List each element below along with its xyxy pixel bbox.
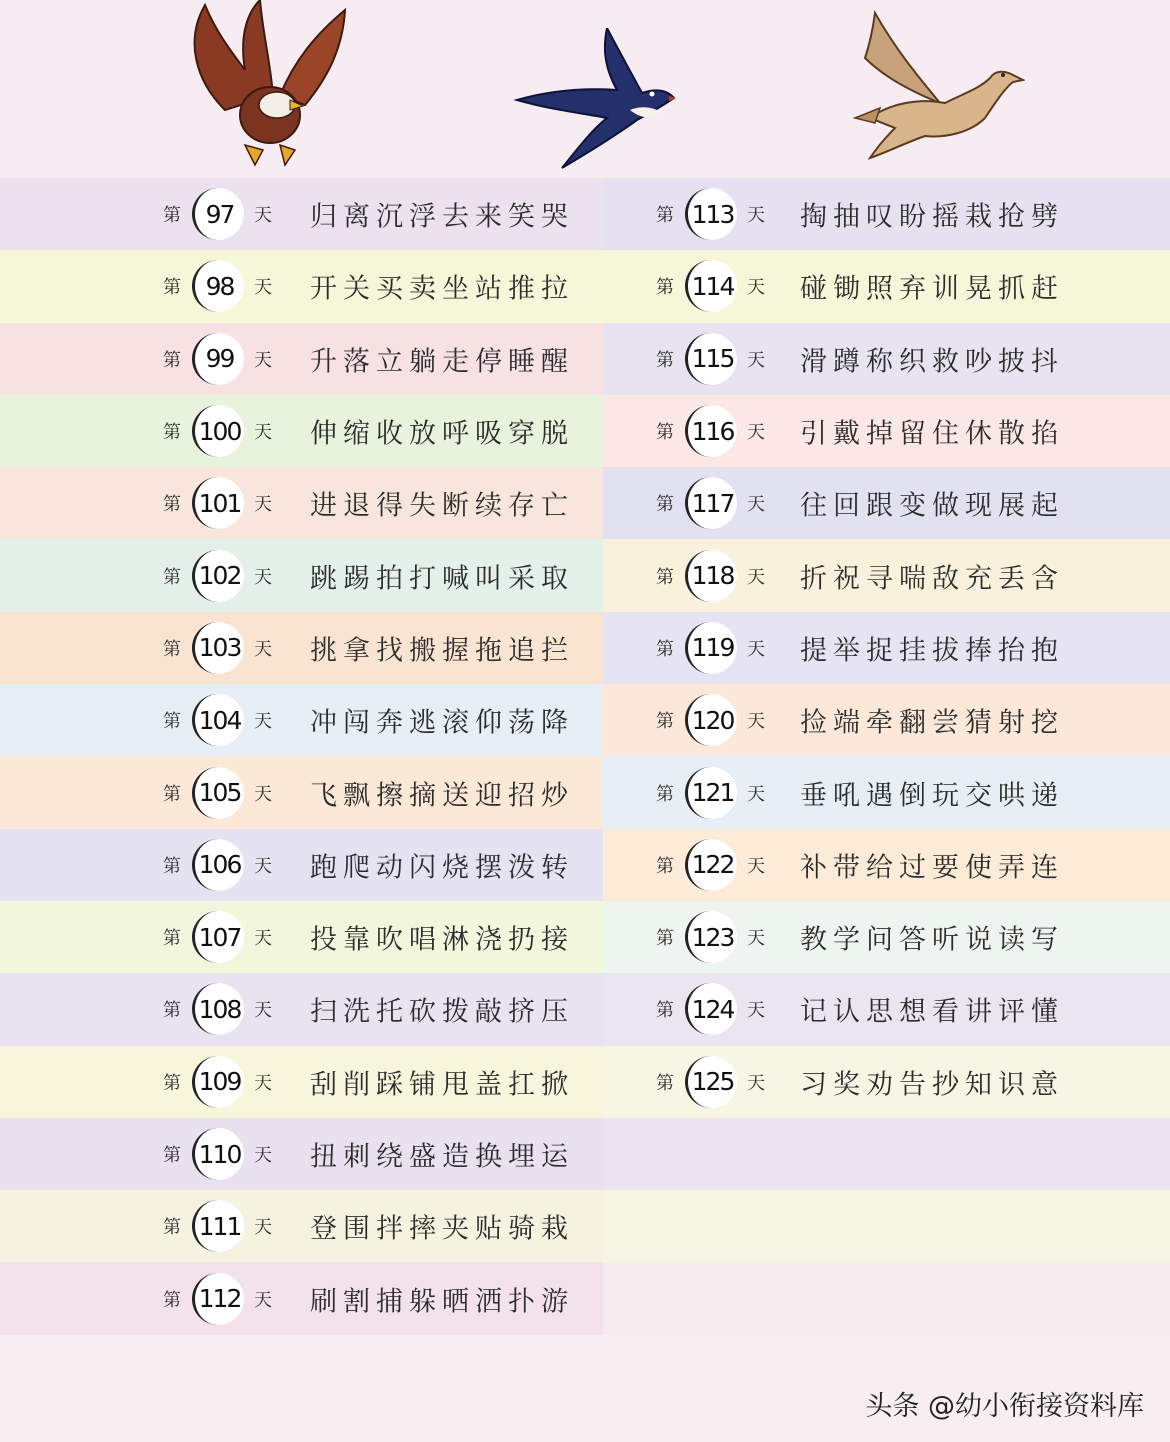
day-characters: 习奖劝告抄知识意 xyxy=(800,1069,1064,1101)
day-prefix-label: 第 xyxy=(656,494,674,516)
day-prefix-label: 第 xyxy=(656,711,674,733)
day-row xyxy=(0,323,603,395)
day-characters: 投靠吹唱淋浇扔接 xyxy=(310,924,574,956)
day-row xyxy=(0,684,603,756)
day-prefix-label: 第 xyxy=(656,855,674,877)
day-characters: 捡端牵翻尝猜射挖 xyxy=(800,707,1064,739)
day-prefix-label: 第 xyxy=(163,638,181,660)
day-number-badge: 99 xyxy=(192,333,244,385)
day-suffix-label: 天 xyxy=(254,349,272,371)
day-characters: 扫洗托砍拨敲挤压 xyxy=(310,996,574,1028)
day-number-badge: 108 xyxy=(192,983,244,1035)
day-prefix-label: 第 xyxy=(163,855,181,877)
day-prefix-label: 第 xyxy=(163,1289,181,1311)
day-suffix-label: 天 xyxy=(254,1000,272,1022)
day-number-badge: 100 xyxy=(192,405,244,457)
day-characters: 刷割捕躲晒洒扑游 xyxy=(310,1286,574,1318)
day-characters: 跳踢拍打喊叫采取 xyxy=(310,563,574,595)
day-suffix-label: 天 xyxy=(254,494,272,516)
day-suffix-label: 天 xyxy=(254,855,272,877)
day-characters: 刮削踩铺甩盖扛掀 xyxy=(310,1069,574,1101)
day-characters: 开关买卖坐站推拉 xyxy=(310,273,574,305)
day-row xyxy=(0,1190,603,1262)
day-suffix-label: 天 xyxy=(747,422,765,444)
day-suffix-label: 天 xyxy=(747,349,765,371)
day-suffix-label: 天 xyxy=(254,1217,272,1239)
day-characters: 提举捉挂拔捧抬抱 xyxy=(800,635,1064,667)
day-characters: 掏抽叹盼摇栽抢劈 xyxy=(800,201,1064,233)
day-characters: 折祝寻喘敌充丢含 xyxy=(800,563,1064,595)
day-number-badge: 121 xyxy=(685,767,737,819)
day-prefix-label: 第 xyxy=(656,1072,674,1094)
day-row xyxy=(0,901,603,973)
day-row xyxy=(0,1046,603,1118)
day-suffix-label: 天 xyxy=(254,638,272,660)
day-prefix-label: 第 xyxy=(656,422,674,444)
day-row xyxy=(603,973,1170,1045)
day-row xyxy=(0,395,603,467)
day-number-badge: 104 xyxy=(192,694,244,746)
day-suffix-label: 天 xyxy=(747,928,765,950)
day-number-badge: 116 xyxy=(685,405,737,457)
day-prefix-label: 第 xyxy=(163,783,181,805)
day-prefix-label: 第 xyxy=(163,928,181,950)
day-row xyxy=(603,612,1170,684)
day-number-badge: 120 xyxy=(685,694,737,746)
day-row xyxy=(603,1046,1170,1118)
day-suffix-label: 天 xyxy=(747,783,765,805)
day-characters: 伸缩收放呼吸穿脱 xyxy=(310,418,574,450)
day-number-badge: 97 xyxy=(192,188,244,240)
day-suffix-label: 天 xyxy=(747,277,765,299)
day-number-badge: 110 xyxy=(192,1128,244,1180)
day-characters: 登围拌摔夹贴骑栽 xyxy=(310,1213,574,1245)
day-suffix-label: 天 xyxy=(747,711,765,733)
day-characters: 跑爬动闪烧摆泼转 xyxy=(310,852,574,884)
eagle-illustration xyxy=(185,0,350,175)
day-number-badge: 123 xyxy=(685,911,737,963)
day-prefix-label: 第 xyxy=(163,1145,181,1166)
day-prefix-label: 第 xyxy=(656,783,674,805)
day-row xyxy=(603,684,1170,756)
day-row xyxy=(0,829,603,901)
day-row xyxy=(0,1262,603,1334)
day-characters: 扭刺绕盛造换埋运 xyxy=(310,1141,574,1173)
day-characters: 进退得失断续存亡 xyxy=(310,490,574,522)
day-row xyxy=(603,901,1170,973)
day-prefix-label: 第 xyxy=(163,711,181,733)
day-number-badge: 109 xyxy=(192,1056,244,1108)
day-number-badge: 114 xyxy=(685,260,737,312)
day-suffix-label: 天 xyxy=(254,1072,272,1094)
day-prefix-label: 第 xyxy=(163,494,181,516)
day-row xyxy=(603,1190,1170,1262)
day-characters: 碰锄照弃训晃抓赶 xyxy=(800,273,1064,305)
day-characters: 往回跟变做现展起 xyxy=(800,490,1064,522)
day-prefix-label: 第 xyxy=(163,1072,181,1094)
day-number-badge: 103 xyxy=(192,622,244,674)
day-row xyxy=(0,178,603,250)
day-row xyxy=(0,612,603,684)
day-number-badge: 98 xyxy=(192,260,244,312)
day-prefix-label: 第 xyxy=(656,638,674,660)
day-prefix-label: 第 xyxy=(163,1217,181,1239)
day-row xyxy=(603,829,1170,901)
day-prefix-label: 第 xyxy=(656,205,674,227)
day-characters: 补带给过要使弄连 xyxy=(800,852,1064,884)
day-suffix-label: 天 xyxy=(254,1145,272,1166)
day-number-badge: 102 xyxy=(192,550,244,602)
day-suffix-label: 天 xyxy=(254,783,272,805)
day-suffix-label: 天 xyxy=(747,566,765,588)
day-prefix-label: 第 xyxy=(656,1000,674,1022)
day-characters: 教学问答听说读写 xyxy=(800,924,1064,956)
day-suffix-label: 天 xyxy=(254,711,272,733)
day-number-badge: 124 xyxy=(685,983,737,1035)
day-suffix-label: 天 xyxy=(747,1000,765,1022)
day-characters: 记认思想看讲评懂 xyxy=(800,996,1064,1028)
day-row xyxy=(603,1118,1170,1190)
day-suffix-label: 天 xyxy=(254,928,272,950)
day-row xyxy=(603,539,1170,611)
day-characters: 引戴掉留住休散掐 xyxy=(800,418,1064,450)
day-number-badge: 115 xyxy=(685,333,737,385)
day-characters: 归离沉浮去来笑哭 xyxy=(310,201,574,233)
day-suffix-label: 天 xyxy=(254,277,272,299)
day-suffix-label: 天 xyxy=(747,494,765,516)
day-suffix-label: 天 xyxy=(254,422,272,444)
day-characters: 升落立躺走停睡醒 xyxy=(310,346,574,378)
day-suffix-label: 天 xyxy=(747,638,765,660)
day-characters: 垂吼遇倒玩交哄递 xyxy=(800,780,1064,812)
day-row xyxy=(0,756,603,828)
day-prefix-label: 第 xyxy=(163,422,181,444)
day-row xyxy=(0,1118,603,1190)
day-number-badge: 101 xyxy=(192,477,244,529)
day-row xyxy=(603,178,1170,250)
right-day-list xyxy=(603,178,1170,1335)
day-number-badge: 112 xyxy=(192,1273,244,1325)
day-row xyxy=(603,756,1170,828)
day-characters: 滑蹲称织救吵披抖 xyxy=(800,346,1064,378)
day-prefix-label: 第 xyxy=(656,277,674,299)
day-number-badge: 125 xyxy=(685,1056,737,1108)
day-suffix-label: 天 xyxy=(254,1289,272,1311)
day-characters: 冲闯奔逃滚仰荡降 xyxy=(310,707,574,739)
day-prefix-label: 第 xyxy=(163,349,181,371)
left-day-list xyxy=(0,178,603,1335)
day-suffix-label: 天 xyxy=(747,855,765,877)
day-number-badge: 117 xyxy=(685,477,737,529)
day-row xyxy=(603,467,1170,539)
day-prefix-label: 第 xyxy=(163,1000,181,1022)
day-row xyxy=(603,395,1170,467)
day-row xyxy=(603,323,1170,395)
day-row xyxy=(0,250,603,322)
day-prefix-label: 第 xyxy=(656,349,674,371)
day-number-badge: 119 xyxy=(685,622,737,674)
day-row xyxy=(0,539,603,611)
watermark-text: 头条 @幼小衔接资料库 xyxy=(865,1391,1144,1422)
day-row xyxy=(0,467,603,539)
day-number-badge: 105 xyxy=(192,767,244,819)
day-characters: 飞飘擦摘送迎招炒 xyxy=(310,780,574,812)
day-prefix-label: 第 xyxy=(163,566,181,588)
day-number-badge: 107 xyxy=(192,911,244,963)
day-number-badge: 106 xyxy=(192,839,244,891)
day-suffix-label: 天 xyxy=(747,205,765,227)
day-prefix-label: 第 xyxy=(163,277,181,299)
day-row xyxy=(0,973,603,1045)
day-prefix-label: 第 xyxy=(656,566,674,588)
header-illustrations xyxy=(0,0,1170,178)
day-suffix-label: 天 xyxy=(254,566,272,588)
goose-illustration xyxy=(845,8,1025,168)
day-number-badge: 113 xyxy=(685,188,737,240)
day-number-badge: 111 xyxy=(192,1200,244,1252)
day-characters: 挑拿找搬握拖追拦 xyxy=(310,635,574,667)
day-suffix-label: 天 xyxy=(747,1072,765,1094)
day-number-badge: 122 xyxy=(685,839,737,891)
day-number-badge: 118 xyxy=(685,550,737,602)
day-prefix-label: 第 xyxy=(163,205,181,227)
day-prefix-label: 第 xyxy=(656,928,674,950)
swallow-illustration xyxy=(512,28,677,173)
day-row xyxy=(603,250,1170,322)
day-suffix-label: 天 xyxy=(254,205,272,227)
day-row xyxy=(603,1262,1170,1334)
